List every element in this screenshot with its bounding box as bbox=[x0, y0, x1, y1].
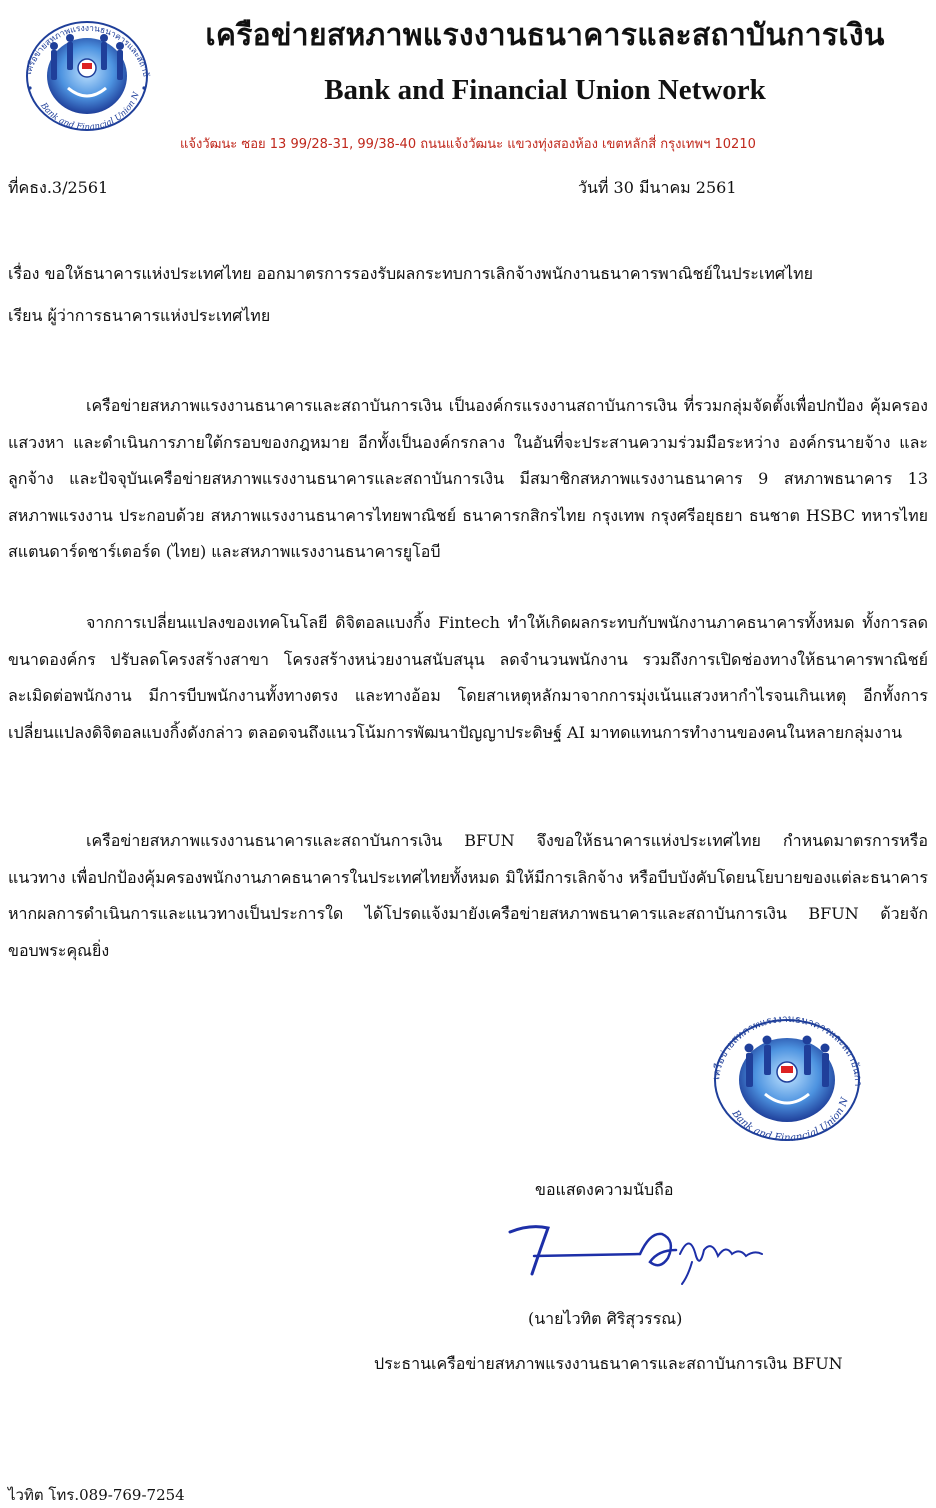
reference-number: ที่คธง.3/2561 bbox=[8, 178, 109, 197]
footer-contact: ไวทิต โทร.089-769-7254 bbox=[8, 1486, 185, 1504]
stamp-arc-text: เครือข่ายสหภาพแรงงานธนาคารและสถาบันกา bbox=[711, 1013, 864, 1087]
stamp-arc-text-en: Bank and Financial Union N bbox=[729, 1096, 851, 1144]
body-paragraph-2 bbox=[8, 605, 928, 751]
handwritten-signature bbox=[500, 1210, 790, 1294]
signer-name: (นายไวทิต ศิริสุวรรณ) bbox=[528, 1309, 683, 1328]
signer-title: ประธานเครือข่ายสหภาพแรงงานธนาคารและสถาบันการเงิน BFUN bbox=[374, 1354, 843, 1373]
body-paragraph-2-text: จากการเปลี่ยนแปลงของเทคโนโลยี ดิจิตอลแบงกิ้ง Fintech ทำให้เกิดผลกระทบกับพนักงานภาคธนาคารทั้งหมด ทั้งการลดขนาดองค์กร ปรับลดโครงสร้างสาขา โครงสร้างหน่วยงานสนับสนุน ลดจำนวนพนักงาน รวมถึงการเปิดช่องทางให้ธนาคารพาณิชย์ ละเมิดต่อพนักงาน มีการบีบพนักงานทั้งทางตรง และทางอ้อม โดยสาเหตุหลักมาจากการมุ่งเน้นแสวงหากำไรจนเกินเหตุ อีกทั้งการเปลี่ยนแปลงดิจิตอลแบงกิ้งดังกล่าว ตลอดจนถึงแนวโน้มการพัฒนาปัญญาประดิษฐ์ AI มาทดแทนการทำงานของคนในหลายกลุ่มงาน bbox=[8, 613, 928, 742]
org-stamp bbox=[695, 1010, 880, 1149]
logo-arc-text-en: Bank and Financial Union N bbox=[38, 90, 142, 133]
org-name-thai: เครือข่ายสหภาพแรงงานธนาคารและสถาบันการเงิน bbox=[205, 18, 885, 53]
org-logo bbox=[8, 8, 166, 140]
subject-line: เรื่อง ขอให้ธนาคารแห่งประเทศไทย ออกมาตรการรองรับผลกระทบการเลิกจ้างพนักงานธนาคารพาณิชย์ในประเทศไทย bbox=[8, 264, 814, 283]
recipient-line: เรียน ผู้ว่าการธนาคารแห่งประเทศไทย bbox=[8, 306, 271, 325]
body-paragraph-3-text: เครือข่ายสหภาพแรงงานธนาคารและสถาบันการเงิน BFUN จึงขอให้ธนาคารแห่งประเทศไทย กำหนดมาตรการหรือแนวทาง เพื่อปกป้องคุ้มครองพนักงานภาคธนาคารในประเทศไทยทั้งหมด มิให้มีการเลิกจ้าง หรือบีบบังคับโดยนโยบายของแต่ละธนาคาร หากผลการดำเนินการและแนวทางเป็นประการใด ได้โปรดแจ้งมายังเครือข่ายสหภาพธนาคารและสถาบันการเงิน BFUN ด้วยจักขอบพระคุณยิ่ง bbox=[8, 831, 928, 960]
body-paragraph-3 bbox=[8, 823, 928, 969]
org-name-english: Bank and Financial Union Network bbox=[324, 74, 766, 106]
body-paragraph-1 bbox=[8, 388, 928, 571]
body-paragraph-1-text: เครือข่ายสหภาพแรงงานธนาคารและสถาบันการเงิน เป็นองค์กรแรงงานสถาบันการเงิน ที่รวมกลุ่มจัดตั้งเพื่อปกป้อง คุ้มครอง แสวงหา และดำเนินการภายใต้กรอบของกฎหมาย อีกทั้งเป็นองค์กรกลาง ในอันที่จะประสานความร่วมมือระหว่าง องค์กรนายจ้าง และลูกจ้าง และปัจจุบันเครือข่ายสหภาพแรงงานธนาคารและสถาบันการเงิน มีสมาชิกสหภาพแรงงานธนาคาร 9 สหภาพธนาคาร 13 สหภาพแรงงาน ประกอบด้วย สหภาพแรงงานธนาคารไทยพาณิชย์ ธนาคารกสิกรไทย กรุงเทพ กรุงศรีอยุธยา ธนชาต HSBC ทหารไทย สแตนดาร์ดชาร์เตอร์ด (ไทย) และสหภาพแรงงานธนาคารยูโอบี bbox=[8, 396, 928, 562]
closing-regards: ขอแสดงความนับถือ bbox=[535, 1180, 674, 1199]
logo-arc-text: เครือข่ายสหภาพแรงงานธนาคารและสถาบั bbox=[23, 23, 151, 78]
document-date: วันที่ 30 มีนาคม 2561 bbox=[578, 178, 737, 197]
org-address: แจ้งวัฒนะ ซอย 13 99/28-31, 99/38-40 ถนนแจ้งวัฒนะ แขวงทุ่งสองห้อง เขตหลักสี่ กรุงเทพฯ 10210 bbox=[180, 137, 756, 152]
